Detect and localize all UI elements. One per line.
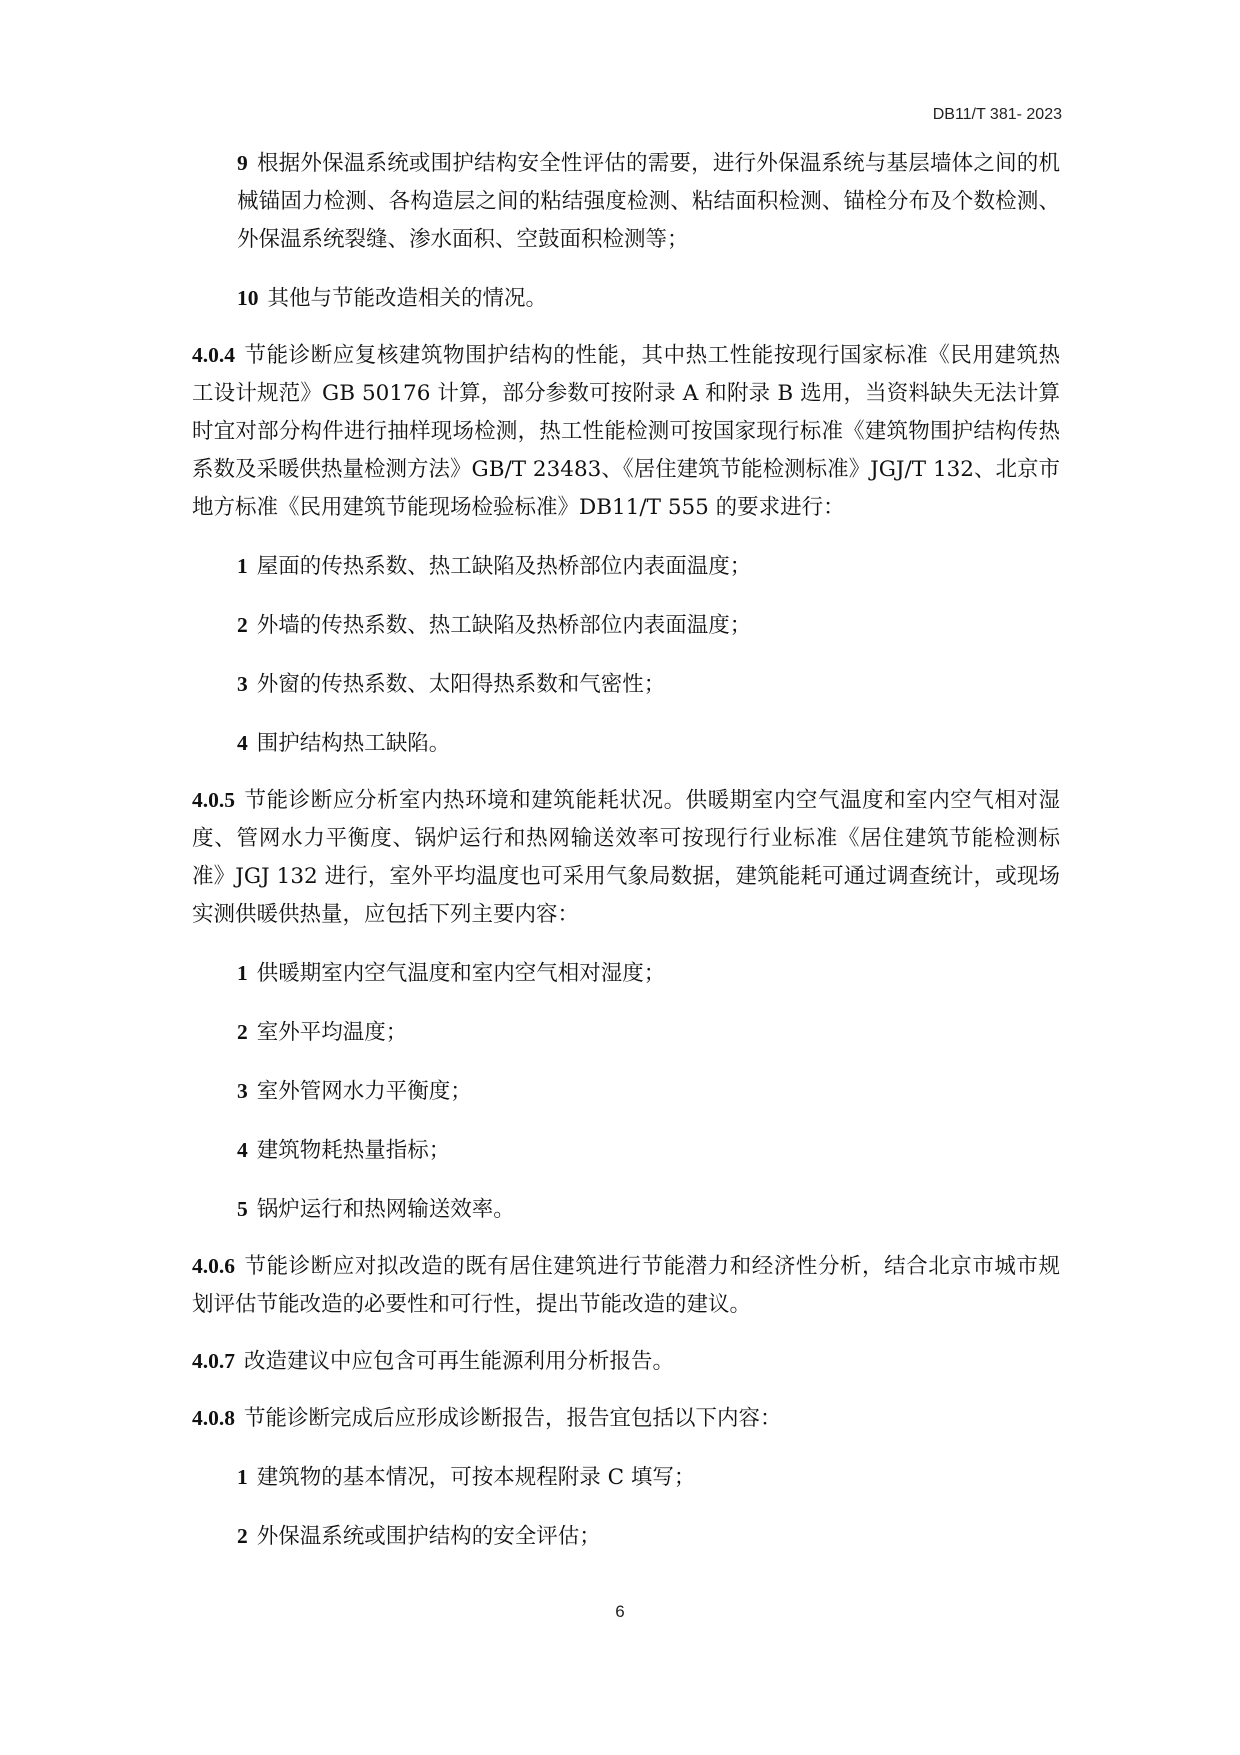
item-number: 1 <box>237 961 248 985</box>
list-item <box>192 1013 1060 1052</box>
item-number: 2 <box>237 613 248 637</box>
item-text: 外保温系统或围护结构的安全评估； <box>256 1524 601 1549</box>
item-number: 1 <box>237 1465 248 1489</box>
section-number: 4.0.4 <box>192 343 235 367</box>
section-text: 节能诊断完成后应形成诊断报告，报告宜包括以下内容： <box>244 1406 782 1431</box>
item-text: 锅炉运行和热网输送效率。 <box>256 1197 515 1222</box>
item-number: 2 <box>237 1020 248 1044</box>
section-number: 4.0.6 <box>192 1254 235 1278</box>
list-item <box>192 724 1060 763</box>
item-text: 室外平均温度； <box>256 1020 408 1045</box>
section-4-0-5 <box>192 781 1060 934</box>
item-text: 外墙的传热系数、热工缺陷及热桥部位内表面温度； <box>256 613 752 638</box>
item-number: 1 <box>237 554 248 578</box>
item-number: 4 <box>237 731 248 755</box>
document-code: DB11/T 381- 2023 <box>932 106 1062 123</box>
item-number: 5 <box>237 1197 248 1221</box>
item-number: 4 <box>237 1138 248 1162</box>
section-text: 节能诊断应分析室内热环境和建筑能耗状况。供暖期室内空气温度和室内空气相对湿度、管网水力平衡度、锅炉运行和热网输送效率可按现行行业标准《居住建筑节能检测标准》JGJ 132 进行，室外平均温度也可采用气象局数据，建筑能耗可通过调查统计，或现场实测供暖供热量，应包括下列主要内容： <box>192 788 1060 927</box>
item-number: 3 <box>237 1079 248 1103</box>
list-item <box>192 1458 1060 1497</box>
clause-item-10 <box>192 279 1060 318</box>
item-text: 外窗的传热系数、太阳得热系数和气密性； <box>256 672 666 697</box>
section-number: 4.0.8 <box>192 1406 235 1430</box>
list-item <box>192 1517 1060 1556</box>
clause-item-9 <box>192 144 1060 259</box>
list-item <box>192 665 1060 704</box>
list-item <box>192 1131 1060 1170</box>
item-text: 根据外保温系统或围护结构安全性评估的需要，进行外保温系统与基层墙体之间的机械锚固力检测、各构造层之间的粘结强度检测、粘结面积检测、锚栓分布及个数检测、外保温系统裂缝、渗水面积、空鼓面积检测等； <box>237 151 1060 252</box>
section-4-0-6 <box>192 1247 1060 1324</box>
item-number: 10 <box>237 286 259 310</box>
list-item <box>192 547 1060 586</box>
list-item <box>192 1072 1060 1111</box>
page-number: 6 <box>615 1602 625 1621</box>
section-text: 节能诊断应对拟改造的既有居住建筑进行节能潜力和经济性分析，结合北京市城市规划评估节能改造的必要性和可行性，提出节能改造的建议。 <box>192 1254 1060 1317</box>
item-text: 建筑物的基本情况，可按本规程附录 C 填写； <box>256 1465 696 1490</box>
section-4-0-7 <box>192 1342 1060 1381</box>
page-body <box>192 150 1060 1556</box>
list-item <box>192 1190 1060 1229</box>
section-number: 4.0.7 <box>192 1349 235 1373</box>
item-number: 3 <box>237 672 248 696</box>
section-number: 4.0.5 <box>192 788 235 812</box>
list-item <box>192 606 1060 645</box>
item-text: 室外管网水力平衡度； <box>256 1079 472 1104</box>
list-item <box>192 954 1060 993</box>
section-4-0-4 <box>192 336 1060 527</box>
item-text: 屋面的传热系数、热工缺陷及热桥部位内表面温度； <box>256 554 752 579</box>
section-text: 节能诊断应复核建筑物围护结构的性能，其中热工性能按现行国家标准《民用建筑热工设计规范》GB 50176 计算，部分参数可按附录 A 和附录 B 选用，当资料缺失无法计算时宜对部分构件进行抽样现场检测，热工性能检测可按国家现行标准《建筑物围护结构传热系数及采暖供热量检测方法》GB/T 23483、《居住建筑节能检测标准》JGJ/T 132、北京市地方标准《民用建筑节能现场检验标准》DB11/T 555 的要求进行： <box>192 343 1060 520</box>
item-text: 建筑物耗热量指标； <box>256 1138 451 1163</box>
item-text: 供暖期室内空气温度和室内空气相对湿度； <box>256 961 666 986</box>
item-number: 9 <box>237 151 248 175</box>
section-text: 改造建议中应包含可再生能源利用分析报告。 <box>244 1349 675 1374</box>
item-text: 围护结构热工缺陷。 <box>256 731 451 756</box>
item-number: 2 <box>237 1524 248 1548</box>
section-4-0-8 <box>192 1399 1060 1438</box>
item-text: 其他与节能改造相关的情况。 <box>267 286 548 311</box>
